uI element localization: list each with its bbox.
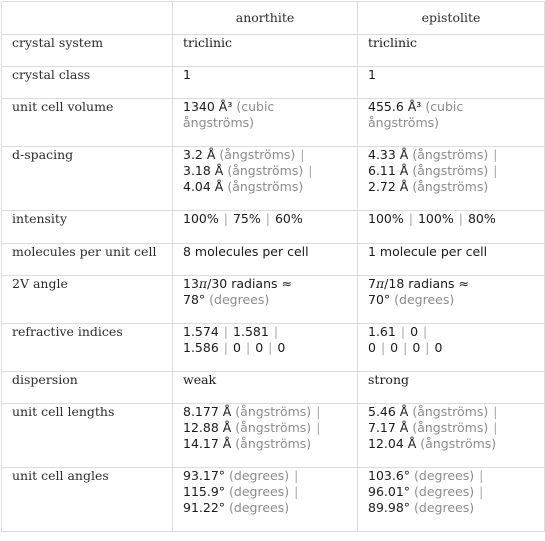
epistolite-value [358, 211, 545, 244]
separator: | [458, 211, 463, 226]
separator: | [308, 163, 313, 178]
anorthite-value [173, 468, 358, 532]
row-d-spacing [2, 147, 545, 211]
unit: (ångströms) [227, 179, 304, 194]
separator: | [223, 340, 229, 355]
anorthite-value: 8 molecules per cell [173, 244, 358, 276]
value: 30 radians ≈ [211, 276, 292, 291]
unit: (degrees) [414, 468, 475, 483]
separator: | [479, 484, 484, 499]
value: 8.177 Å [183, 404, 232, 419]
value: 96.01° [368, 484, 411, 499]
value: 0 [412, 340, 421, 355]
separator: | [493, 147, 498, 162]
value: 100% [417, 211, 454, 226]
value: 12.04 Å [368, 436, 417, 451]
value: 70° [368, 292, 391, 307]
separator: | [408, 211, 413, 226]
separator: | [245, 340, 251, 355]
row-label: unit cell angles [2, 468, 173, 532]
header-empty-cell [2, 2, 173, 35]
value: 1.586 [183, 340, 219, 355]
separator: | [425, 340, 430, 355]
unit: (ångströms) [412, 404, 489, 419]
unit: (ångströms) [412, 179, 489, 194]
value: 12.88 Å [183, 420, 232, 435]
separator: | [268, 340, 273, 355]
row-label: refractive indices [2, 324, 173, 372]
epistolite-value [358, 468, 545, 532]
value: 93.17° [183, 468, 226, 483]
unit: (degrees) [229, 484, 290, 499]
row-label: d-spacing [2, 147, 173, 211]
value: 60% [274, 211, 303, 226]
anorthite-value [173, 147, 358, 211]
value: 0 [390, 340, 399, 355]
unit: (ångströms) [235, 436, 312, 451]
row-unit-cell-lengths [2, 404, 545, 468]
row-crystal-class [2, 67, 545, 99]
value: 80% [467, 211, 496, 226]
pi-symbol: π [198, 276, 208, 291]
anorthite-value [173, 211, 358, 244]
header-anorthite: anorthite [173, 2, 358, 35]
row-label: molecules per unit cell [2, 244, 173, 276]
pi-symbol: π [375, 276, 385, 291]
value: 7.17 Å [368, 420, 409, 435]
separator: | [294, 468, 299, 483]
epistolite-value [358, 99, 545, 147]
separator: | [316, 404, 321, 419]
value: 1.581 [233, 324, 269, 339]
epistolite-value: 1 molecule per cell [358, 244, 545, 276]
row-label: dispersion [2, 372, 173, 404]
header-epistolite: epistolite [358, 2, 545, 35]
unit: ångströms) [183, 115, 255, 130]
unit: (ångströms) [412, 420, 489, 435]
value: 5.46 Å [368, 404, 409, 419]
value: 100% [368, 211, 404, 226]
separator: | [403, 340, 408, 355]
separator: | [493, 404, 498, 419]
separator: | [316, 420, 321, 435]
value: 89.98° [368, 500, 411, 515]
volume-value: 1340 Å³ [183, 99, 233, 114]
row-label: intensity [2, 211, 173, 244]
unit: (degrees) [414, 500, 475, 515]
value: 0 [277, 340, 286, 355]
epistolite-value: 1 [358, 67, 545, 99]
unit: (degrees) [229, 468, 290, 483]
separator: | [294, 484, 299, 499]
value: 0 [410, 324, 419, 339]
value: 1.61 [368, 324, 396, 339]
anorthite-value: weak [173, 372, 358, 404]
value: 100% [183, 211, 219, 226]
row-intensity [2, 211, 545, 244]
unit: (degrees) [414, 484, 475, 499]
unit: (ångströms) [227, 163, 304, 178]
row-label: 2V angle [2, 276, 173, 324]
header-row [2, 2, 545, 35]
separator: | [380, 340, 386, 355]
separator: | [223, 211, 228, 226]
value: 14.17 Å [183, 436, 232, 451]
comparison-table [1, 1, 545, 532]
unit: (ångströms) [219, 147, 296, 162]
row-label: crystal system [2, 35, 173, 67]
unit: (degrees) [229, 500, 290, 515]
row-crystal-system [2, 35, 545, 67]
row-refractive-indices [2, 324, 545, 372]
unit: (degrees) [394, 292, 455, 307]
value: 18 radians ≈ [388, 276, 470, 291]
value: 78° [183, 292, 206, 307]
unit: (ångströms) [412, 163, 489, 178]
unit: (ångströms) [420, 436, 497, 451]
unit: (ångströms) [235, 420, 312, 435]
unit: ångströms) [368, 115, 440, 130]
separator: | [493, 420, 498, 435]
value: 2.72 Å [368, 179, 409, 194]
separator: | [300, 147, 305, 162]
anorthite-value [173, 324, 358, 372]
anorthite-value [173, 404, 358, 468]
epistolite-value: triclinic [358, 35, 545, 67]
value: 75% [232, 211, 261, 226]
unit: (cubic [425, 99, 464, 114]
value: 91.22° [183, 500, 226, 515]
separator: | [265, 211, 270, 226]
value: 115.9° [183, 484, 226, 499]
row-molecules-per-unit-cell [2, 244, 545, 276]
unit: (cubic [236, 99, 275, 114]
epistolite-value [358, 147, 545, 211]
separator: | [479, 468, 484, 483]
value: 4.04 Å [183, 179, 224, 194]
unit: (ångströms) [235, 404, 312, 419]
value: 1.574 [183, 324, 219, 339]
separator: | [400, 324, 406, 339]
row-unit-cell-volume [2, 99, 545, 147]
row-label: unit cell volume [2, 99, 173, 147]
row-label: unit cell lengths [2, 404, 173, 468]
volume-value: 455.6 Å³ [368, 99, 422, 114]
row-2v-angle [2, 276, 545, 324]
value: 13 [183, 276, 199, 291]
anorthite-value [173, 99, 358, 147]
separator: | [223, 324, 229, 339]
anorthite-value: 13π/30 radians ≈ 78° (degrees) [173, 276, 358, 324]
epistolite-value: 7π/18 radians ≈ 70° (degrees) [358, 276, 545, 324]
row-unit-cell-angles [2, 468, 545, 532]
row-dispersion [2, 372, 545, 404]
separator: | [273, 324, 279, 339]
unit: (degrees) [209, 292, 270, 307]
anorthite-value: 1 [173, 67, 358, 99]
epistolite-value: strong [358, 372, 545, 404]
separator: | [423, 324, 428, 339]
value: 3.2 Å [183, 147, 216, 162]
epistolite-value [358, 404, 545, 468]
value: 0 [255, 340, 264, 355]
value: 0 [233, 340, 241, 355]
unit: (ångströms) [412, 147, 489, 162]
separator: | [493, 163, 498, 178]
value: 7 [368, 276, 376, 291]
value: 4.33 Å [368, 147, 409, 162]
value: 103.6° [368, 468, 411, 483]
value: 0 [434, 340, 443, 355]
anorthite-value: triclinic [173, 35, 358, 67]
epistolite-value [358, 324, 545, 372]
value: 6.11 Å [368, 163, 409, 178]
row-label: crystal class [2, 67, 173, 99]
value: 0 [368, 340, 376, 355]
value: 3.18 Å [183, 163, 224, 178]
